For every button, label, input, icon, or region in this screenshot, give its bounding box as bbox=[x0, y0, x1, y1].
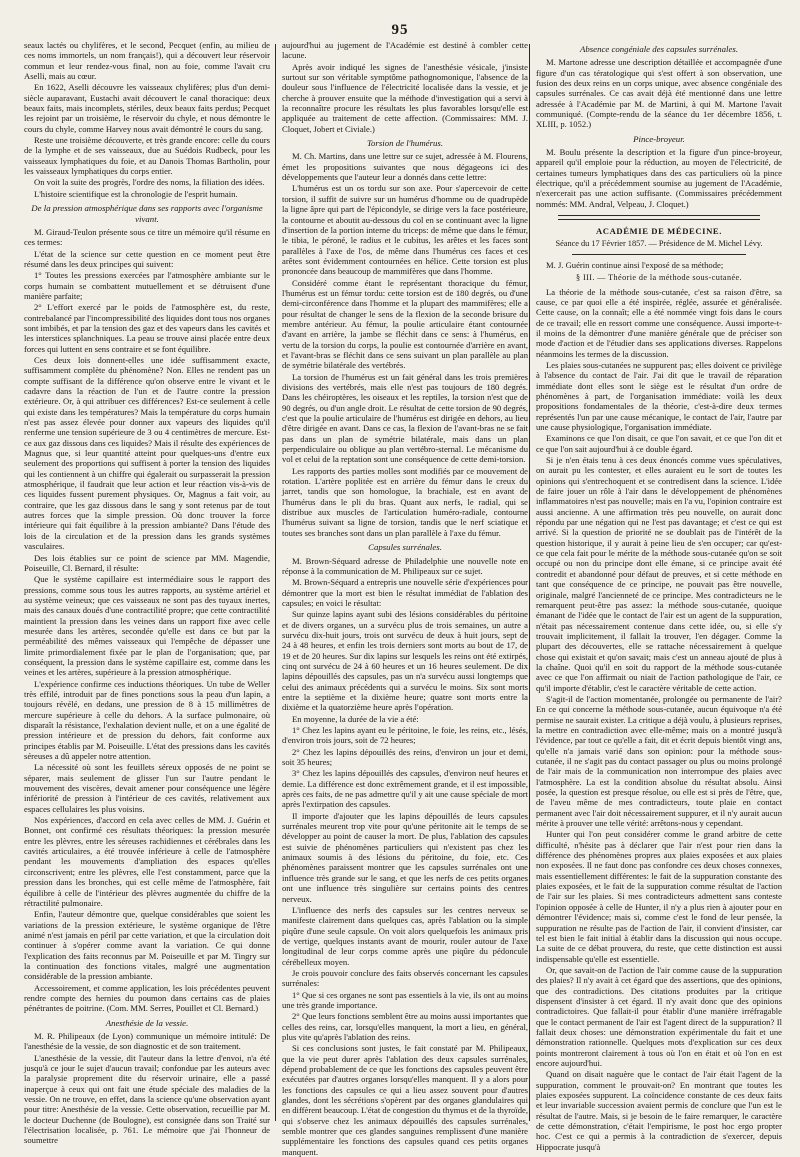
paragraph: L'expérience confirme ces inductions théoriques. Un tube de Weller très effilé, introduit par de fines ponctions sous la peau d'un lapin, a toujours révélé, en dedans, une pression de 8 à 15 millimètres de mercure supérieure à celle du dehors. A la surface pulmonaire, où disparaît la résistance, l'exhalation devient nulle, et on a une égalité de pression intérieure et de pression du dehors, fait conforme aux principes établis par M. Poiseuille. L'état des pressions dans les cavités séreuses a dû appeler notre attention. bbox=[24, 678, 270, 762]
paragraph: 1° Chez les lapins ayant eu le péritoine, le foie, les reins, etc., lésés, d'environ trois jours, soit de 72 heures; bbox=[282, 725, 528, 746]
paragraph: M. Boulu présente la description et la figure d'un pince-broyeur, appareil qu'il emploie pour la réduction, au moyen de l'électricité, de certaines tumeurs lymphatiques dans des cas particuliers où la pince électrique, qu'il a précédemment soumise au jugement de l'Académie, n'exercerait pas une action suffisante. (Commissaires précédemment nommés: MM. Andral, Velpeau, J. Cloquet.) bbox=[536, 147, 782, 209]
paragraph: M. J. Guérin continue ainsi l'exposé de sa méthode; bbox=[546, 259, 724, 270]
rule bbox=[572, 254, 746, 255]
academy-title: ACADÉMIE DE MÉDECINE. bbox=[596, 226, 722, 237]
paragraph: L'état de la science sur cette question en ce moment peut être résumé dans les deux principes qui suivent: bbox=[24, 248, 270, 269]
paragraph: Considéré comme étant le représentant thoracique du fémur, l'humérus est un fémur tordu: cette torsion est de 180 degrés, ou d'une demi-circonférence dans l'homme et la plupart des mammifères; elle a pour résultat de changer le sens de la flexion de la seconde brisure du membre antérieur. Au fémur, la poulie articulaire étant contournée d'avant en arrière, la jambe se fléchit dans ce sens: à l'humérus, en vertu de la torsion du corps, la poulie est contournée d'arrière en avant, et l'avant-bras se fléchit dans ce sens suivant un plan parallèle au plan de symétrie bilatérale des vertébrés. bbox=[282, 277, 528, 371]
paragraph: S'agit-il de l'action momentanée, prolongée ou permanente de l'air? En ce qui concerne la méthode sous-cutanée, aucun équivoque n'a été permise ne saurait exister. La critique a déjà voulu, à plusieurs reprises, la mettre en contradiction avec elle-même; mais on a montré jusqu'à l'évidence, par tout ce qu'elle a fait, dit et écrit depuis bientôt vingt ans, qu'elle n'a jamais varié dans son opinion: pour la méthode sous-cutanée, il ne s'agit pas du contact passager ou plus ou moins prolongé de l'air mais de la communication non interrompue des plaies avec l'atmosphère. La est la condition absolue du résultat absolu. Ainsi posée, la question est presque résolue, ou elle est si près de l'être, que, de l'aveu même de mes contradicteurs, toute plaie en contact permanent avec l'air doit nécessairement suppurer, et il n'y aurait aucun mérite à prouver une telle vérité: arrêtons-nous y cependant. bbox=[536, 693, 782, 829]
paragraph: 1° Que si ces organes ne sont pas essentiels à la vie, ils ont au moins une très grande importance. bbox=[282, 989, 528, 1010]
paragraph: Quand on disait naguère que le contact de l'air était l'agent de la suppuration, comment le prouvait-on? En montrant que toutes les plaies exposées suppurent. La coïncidence constante de ces deux faits et leur invariable succession avaient permis de conclure que l'un est le résultat de l'autre. Mais, si je besoin de le faire remarquer, le caractère de cette démonstration, c'était l'empirisme, le post hoc ergo propter hoc. C'est ce qui a permis à la contradiction de s'exercer, depuis Hippocrate jusqu'à bbox=[536, 1069, 782, 1152]
paragraph: M. Brown-Séquard adresse de Philadelphie une nouvelle note en réponse à la communication de M. Philipeaux sur ce sujet. bbox=[282, 555, 528, 576]
paragraph: Enfin, l'auteur démontre que, quelque considérables que soient les variations de la pression extérieure, le système organique de l'être animé n'est jamais en péril par cette variation, et que la circulation doit continuer à s'opérer comme avant la variation. Ce qui donne l'explication des faits reconnus par M. Poiseuille et par M. Tingry sur la continuation des fonctions vitales, malgré une augmentation considérable de la pression ambiante. bbox=[24, 909, 270, 982]
paragraph: 3° Chez les lapins dépouillés des capsules, d'environ neuf heures et demie. La différence est donc extrêmement grande, et il est impossible, après ces faits, de ne pas admettre qu'il y ait une cause spéciale de mort après l'extirpation des capsules. bbox=[282, 768, 528, 810]
section-heading: Anesthésie de la vessie. bbox=[105, 1017, 189, 1028]
page-number: 95 bbox=[391, 22, 409, 38]
paragraph: Ces deux lois donnent-elles une idée suffisamment exacte, suffisamment complète du phénomène? Non. Elles ne rendent pas un compte suffisant de la différence qu'on observe entre le vivant et le cadavre dans la réaction de l'un et de l'autre contre la pression extérieure. Or, à qui attribuer ces différences? Est-ce seulement à celle qui existe dans les températures? Mais la température du corps humain n'est pas assez élevée pour donner aux vapeurs des liquides qu'il renferme une tension supérieure de 3 ou 4 centimètres de mercure. Est-ce aux gaz dissous dans ces liquides? Mais il résulte des expériences de Magnus que, si leur quantité atteint pour quelques-uns d'entre eux seulement des proportions qui suffisent à porter la tension des liquides qui les contiennent à un chiffre qui égalerait ou surpasserait la pression atmosphérique, il faudrait que leur action et leur réaction vis-à-vis de ces liquides fussent purement physiques. Or, Magnus a fait voir, au contraire, que les gaz dissous dans le sang y sont retenus par de tout autres forces que la simple pression. Où donc trouver la force intérieure qui fait équilibre à la pression ambiante? Dans l'étude des lois de la circulation et de la pression dans les grands systèmes vasculaires. bbox=[24, 354, 270, 552]
paragraph: L'anesthésie de la vessie, dit l'auteur dans la lettre d'envoi, n'a été jusqu'à ce jour le sujet d'aucun travail; confondue par les auteurs avec la paralysie proprement dite du réservoir urinaire, elle a passé inaperçue à ceux qui ont fait une étude spéciale des maladies de la vessie. On ne trouve, en effet, dans la science qu'une observation ayant pour titre: Anesthésie de la vessie. Cette observation, recueillie par M. le docteur Duchenne (de Boulogne), est consignée dans son Traité sur l'électrisation localisée, p. 761. Le mémoire que j'ai l'honneur de soumettre bbox=[24, 1052, 270, 1146]
paragraph: aujourd'hui au jugement de l'Académie est destiné à combler cette lacune. bbox=[282, 40, 528, 61]
paragraph: La torsion de l'humérus est un fait général dans les trois premières divisions des vertébrés, mais elle n'est pas toujours de 180 degrés. Dans les chéiroptères, les oiseaux et les reptiles, la torsion n'est que de 90 degrés, ou d'un angle droit. Le résultat de cette torsion de 90 degrés, c'est que la poulie articulaire de l'humérus est dirigée en dehors, au lieu d'être dirigée en avant. Dans ce cas, la flexion de l'avant-bras ne se fait pas dans un plan de symétrie bilatérale, mais dans un plan perpendiculaire ou oblique au plan vertébro-sternal. Le mécanisme du vol et celui de la reptation sont une conséquence de cette demi-torsion. bbox=[282, 371, 528, 465]
paragraph: M. R. Philipeaux (de Lyon) communique un mémoire intitulé: De l'anesthésie de la vessie, de son diagnostic et de son traitement. bbox=[24, 1030, 270, 1052]
paragraph: On voit la suite des progrès, l'ordre des noms, la filiation des idées. bbox=[34, 177, 265, 188]
paragraph: Que le système capillaire est intermédiaire sous le rapport des pressions, comme sous tous les autres rapports, au système artériel et au système veineux; que ces vaisseaux ne sont pas des tuyaux inertes, mais des canaux doués d'une contractilité propre; que cette contractilité maintient la pression dans les veines dans un rapport fixe avec celle mesurée dans les artères, secondée qu'elle est dans ce but par la perméabilité des mêmes vaisseaux qui l'empêche de dépasser une limite primordialement fixée par le plan de l'organisation; que, par conséquent, la pression dans le système capillaire est, comme dans les veines et les artères, supérieure à la pression atmosphérique. bbox=[24, 574, 270, 678]
paragraph: Il importe d'ajouter que les lapins dépouillés de leurs capsules surrénales meurent trop vite pour qu'une péritonite ait le temps de se développer au point de causer la mort. De plus, l'ablation des capsules est suivie de phénomènes particuliers qui n'existent pas chez les animaux soumis à des lésions du péritoine, du foie, etc. Ces phénomènes paraissent montrer que les capsules surrénales ont une influence très grande sur le sang, et que les nerfs de ces petits organes ont une influence très singulière sur certains points des centres nerveux. bbox=[282, 810, 528, 904]
paragraph: Reste une troisième découverte, et très grande encore: celle du cours de la lymphe et de ses vaisseaux, due au Suédois Rudbeck, pour les vaisseaux lymphatiques du foie, et au Danois Thomas Bartholin, pour les vaisseaux lymphatiques du corps entier. bbox=[24, 135, 270, 177]
paragraph: Si je n'en étais tenu à ces deux énoncés comme vues spéculatives, on aurait pu les contester, et elles auraient eu le sort de toutes les opinions qui s'entrechoquent et se contredisent dans la science. L'idée de faire jouer un rôle à l'air dans le développement de phénomènes inflammatoires n'est pas nouvelle; mais en l'a vu, l'opinion contraire est aussi ancienne. A une affirmation très peu nouvelle, on aurait donc répondu par une négation qui ne l'est pas davantage; et c'est ce qui est arrivé. Si la question de priorité ne se doublait pas de l'intérêt de la question historique, il y aurait à peine lieu de s'en occuper; car qu'est-ce que cela fait pour le mérite de la méthode sous-cutanée qu'on se soit occupé ou non du principe dont elle émane, si ce principe avait été contredit et abandonné pour défaut de preuves, et si cette méthode en tant que conséquence de ce principe, ne pouvait pas être nouvelle, originale, malgré l'ancienneté de ce principe. Mes contradicteurs ne le remarquent peut-être pas assez: la méthode sous-cutanée, quoique émanant de l'idée que le contact de l'air est un agent de la suppuration, n'était pas nécessairement contenue dans cette idée, ou, si elle s'y trouvait implicitement, il fallait la trouver, l'en dégager. Comme la plupart des découvertes, elle se rattache nécessairement à quelque chose qui existait et qu'on savait; mais c'est un anneau ajouté de plus à la chaîne. Quoi qu'il en soit du rapport de la méthode sous-cutanée avec ce que l'on affirmait ou niait de l'action pathologique de l'air, ce qu'il importe d'établir, c'est le caractère véritable de cette action. bbox=[536, 455, 782, 693]
paragraph: Les rapports des parties molles sont modifiés par ce mouvement de rotation. L'artère poplitée est en arrière du fémur dans le creux du jarret, tandis que son homologue, la brachiale, est en avant de l'humérus dans le pli du bras. Quant aux nerfs, le radial, qui se distribue aux muscles de l'articulation huméro-radiale, contourne l'humérus suivant sa ligne de torsion, tandis que le nerf sciatique et toutes ses branches sont dans un plan parallèle à l'axe du fémur. bbox=[282, 465, 528, 538]
paragraph: En moyenne, la durée de la vie a été: bbox=[292, 713, 419, 724]
paragraph: Les plaies sous-cutanées ne suppurent pas; elles doivent ce privilège à l'absence du contact de l'air. J'ai dit que le travail de réparation immédiate dont elles sont le siège est le résultat d'un ordre de phénomènes à part, de l'organisation immédiate: voilà les deux propositions fondamentales de la théorie, c'est-à-dire deux termes représentés l'un par une cause mécanique, le contact de l'air, l'autre par une cause physiologique, l'organisation immédiate. bbox=[536, 359, 782, 432]
paragraph: Examinons ce que l'on disait, ce que l'on savait, et ce que l'on dit et ce que l'on sait aujourd'hui à ce double égard. bbox=[536, 433, 782, 454]
column-right bbox=[536, 40, 782, 1152]
double-rule bbox=[558, 215, 760, 220]
paragraph: Nos expériences, d'accord en cela avec celles de MM. J. Guérin et Bonnet, ont confirmé ces résultats théoriques: la pression mesurée entre les plèvres, entre les séreuses rachidiennes et cérébrales dans les cavités articulaires, a été trouvée inférieure à celle de l'atmosphère pendant les mouvements d'ampliation des espaces qu'elles circonscrivent; entre les plèvres, elle l'est constamment, parce que la pression dans les bronches, qui est celle même de l'atmosphère, fait équilibre à celle de l'intérieur des plèvres augmentée du chiffre de la rétractilité pulmonaire. bbox=[24, 815, 270, 908]
paragraph: M. Giraud-Teulon présente sous ce titre un mémoire qu'il résume en ces termes: bbox=[24, 226, 270, 248]
paragraph: seaux lactés ou chylifères, et le second, Pecquet (enfin, au milieu de ces noms immortels, un nom français!), qui a découvert leur réservoir commun et leur rendez-vous final, non au foie, comme l'avait cru Aselli, mais au cœur. bbox=[24, 40, 270, 82]
section-heading: Absence congéniale des capsules surrénales. bbox=[579, 44, 739, 54]
section-heading: Capsules surrénales. bbox=[368, 542, 442, 553]
section-heading: Pince-broyeur. bbox=[633, 133, 685, 144]
section-heading: De la pression atmosphérique dans ses rapports avec l'organisme vivant. bbox=[31, 203, 263, 224]
session-info: Séance du 17 Février 1857. — Présidence de M. Michel Lévy. bbox=[555, 238, 763, 248]
paragraph: La théorie de la méthode sous-cutanée, c'est sa raison d'être, sa cause, ce par quoi elle a été inspirée, réglée, assurée et généralisée. Cette cause, on la connaît; elle a été nommée vingt fois dans le cours de ce travail; elle en ressort comme une conséquence. Aussi importe-t-il moins de la démontrer d'une manière générale que de préciser son mode d'action et de l'étudier dans ses applications diverses. Rappelons néanmoins les termes de la discussion. bbox=[536, 286, 782, 359]
paragraph: L'humérus est un os tordu sur son axe. Pour s'apercevoir de cette torsion, il suffit de suivre sur un humérus d'homme ou de quadrupède la ligne âpre qui part de l'épicondyle, se dirige vers la face postérieure, la contourne et aboutit au-dessous du col en se continuant avec la ligne d'insertion de la portion interne du triceps: de même que dans le fémur, le tibia, le péroné, le radius et le cubitus, les arêtes et les faces sont parallèles à l'axe de l'os, de même dans l'humérus ces faces et ces arêtes sont évidemment contournées en hélice. Cette torsion est plus prononcée dans beaucoup de mammifères que dans l'homme. bbox=[282, 183, 528, 277]
paragraph: Si ces conclusions sont justes, le fait constaté par M. Philipeaux, que la vie peut durer après l'ablation des deux capsules surrénales, dépend probablement de ce que les fonctions des capsules peuvent être exécutées par d'autres organes lorsqu'elles manquent. Il y a alors pour les fonctions des capsules ce qui a lieu assez souvent pour d'autres glandes, dont les sécrétions s'opèrent par des organes glandulaires qui en diffèrent beaucoup. L'état de congestion du thymus et de la thyroïde, qui s'observe chez les animaux dépouillés des capsules surrénales, semble montrer que ces glandes sanguines remplissent d'une manière supplémentaire les fonctions des capsules quand ces petits organes manquent. bbox=[282, 1043, 528, 1157]
column-left bbox=[24, 40, 270, 1146]
paragraph: 2° L'effort exercé par le poids de l'atmosphère est, du reste, contrebalancé par l'incompressibilité des liquides dont tous nos organes sont imbibés, et par la tension des gaz et des vapeurs dans les cavités et les interstices splanchniques. La peau se trouve ainsi placée entre deux forces qui luttent en sens contraire et se font équilibre. bbox=[24, 302, 270, 354]
column-middle bbox=[282, 40, 528, 1157]
column-divider bbox=[275, 44, 276, 1121]
paragraph: Sur quinze lapins ayant subi des lésions considérables du péritoine et de divers organes, un a survécu plus de trois semaines, un autre a survécu dix-huit jours, trois ont survécu de deux à huit jours, sept de 24 à 48 heures, et enfin les trois derniers sont morts au bout de 17, de 19 et de 20 heures. Sur dix lapins sur lesquels les reins ont été extirpés, cinq ont survécu de 24 à 60 heures et un 16 heures seulement. De dix lapins dépouillés des capsules, pas un n'a survécu aussi longtemps que celui des animaux précédents qui a survécu le moins. Six sont morts entre la septième et la dixième heure; quatre sont morts entre la dixième et la quatorzième heure après l'opération. bbox=[282, 609, 528, 713]
paragraph: M. Ch. Martins, dans une lettre sur ce sujet, adressée à M. Flourens, émet les propositions suivantes que nous dégageons ici des développements que l'auteur leur a donnés dans cette lettre: bbox=[282, 151, 528, 183]
paragraph: L'influence des nerfs des capsules sur les centres nerveux se manifeste clairement dans quelques cas, après l'ablation ou la simple piqûre d'une seule capsule. On voit alors quelquefois les animaux pris de vertige, quelques instants avant de mourir, rouler autour de l'axe longitudinal de leur corps comme après une piqûre du pédoncule cérébelleux moyen. bbox=[282, 904, 528, 967]
paragraph: M. Brown-Séquard a entrepris une nouvelle série d'expériences pour démontrer que la mort est bien le résultat immédiat de l'ablation des capsules; en voici le résultat: bbox=[282, 577, 528, 608]
paragraph: 2° Que leurs fonctions semblent être au moins aussi importantes que celles des reins, car, lorsqu'elles manquent, la mort a lieu, en général, plus vite qu'après l'ablation des reins. bbox=[282, 1011, 528, 1042]
paragraph: L'histoire scientifique est la chronologie de l'esprit humain. bbox=[34, 188, 238, 199]
column-divider bbox=[529, 44, 530, 1121]
paragraph: La nécessité où sont les feuillets séreux opposés de ne point se séparer, mais seulement de glisser l'un sur l'autre pendant le mouvement des viscères, devait amener pour conséquence une légère infériorité de pression à l'intérieur de ces cavités, relativement aux espaces cellulaires les plus voisins. bbox=[24, 762, 270, 814]
paragraph: 1° Toutes les pressions exercées par l'atmosphère ambiante sur le corps humain se combattent mutuellement et se détruisent d'une manière parfaite; bbox=[24, 270, 270, 301]
paragraph: Hunter qui l'on peut considérer comme le grand arbitre de cette difficulté, n'hésite pas à déclarer que l'air n'est pour rien dans la différence des phénomènes propres aux plaies exposées et aux plaies non exposées. Il ne faut donc pas confondre ces deux choses connexes, mais essentiellement différentes: le fait de la suppuration constante des plaies exposées, et le fait de la suppuration comme résultat de l'action de l'air sur les plaies. Si mes contradicteurs admettent sans conteste l'opinion opposée à celle de Hunter, il n'y a plus rien à ajouter pour en démontrer l'évidence; mais si, comme c'est le fond de leur pensée, la suppuration ne résulte pas de l'action de l'air, il convient d'insister, car tel est bien le fait initial à établir dans la discussion qui nous occupe. La suite de ce débat prouvera, du reste, que cette distinction est aussi indispensable qu'elle est essentielle. bbox=[536, 829, 782, 964]
paragraph: Après avoir indiqué les signes de l'anesthésie vésicale, j'insiste surtout sur son véritable symptôme pathognomonique, l'absence de la douleur sous l'influence de l'électricité localisée dans la vessie, et je cherche à prouver ensuite que la méthode d'investigation qui a servi à la reconnaître procure les résultats les plus favorables lorsqu'elle est appliquée au traitement de cette affection. (Commissaires: MM. J. Cloquet, Jobert et Civiale.) bbox=[282, 61, 528, 134]
paragraph: Des lois établies sur ce point de science par MM. Magendie, Poiseuille, Cl. Bernard, il résulte: bbox=[24, 552, 270, 573]
paragraph: Or, que savait-on de l'action de l'air comme cause de la suppuration des plaies? Il n'y avait à cet égard que des assertions, que des opinions, que des contradictions. Des citations produites par la critique dispensent d'insister à cet égard. Il n'y avait donc que des opinions contradictoires. Que fallait-il pour établir d'une manière irréfragable que le contact permanent de l'air est l'agent direct de la suppuration? Il fallait deux choses: une démonstration expérimentale du fait et une démonstration rationnelle. Quelques mots d'explication sur ces deux points montreront clairement à tous où l'on en était et où l'on en est encore aujourd'hui. bbox=[536, 964, 782, 1068]
section-heading: Torsion de l'humérus. bbox=[366, 138, 444, 149]
paragraph: M. Martone adresse une description détaillée et accompagnée d'une figure d'un cas tératologique qui s'est offert à son observation, une fusion des deux reins en un corps unique, avec absence congéniale des capsules surrénales. Ce cas avait déjà été mentionné dans une lettre adressée à l'Académie par M. de Martini, à qui M. Martone l'avait communiqué. (Compte-rendu de la séance du 1er décembre 1856, t. XLIII, p. 1052.) bbox=[536, 57, 782, 130]
paragraph: Je crois pouvoir conclure des faits observés concernant les capsules surrénales: bbox=[282, 967, 528, 989]
paragraph: Accessoirement, et comme application, les lois précédentes peuvent rendre compte des hernies du poumon dans certains cas de plaies pénétrantes de poitrine. (Com. MM. Serres, Pouillet et Cl. Bernard.) bbox=[24, 982, 270, 1014]
paragraph: 2° Chez les lapins dépouillés des reins, d'environ un jour et demi, soit 35 heures; bbox=[282, 746, 528, 768]
subsection-heading: § III. — Théorie de la méthode sous-cutanée. bbox=[576, 273, 742, 283]
paragraph: En 1622, Aselli découvre les vaisseaux chylifères; plus d'un demi-siècle auparavant, Eustachi avait découvert le canal thoracique: deux beaux faits, mais incomplets, stériles, deux beaux faits perdus; Pecquet les rejoint par un troisième, le réservoir du chyle, et nous démontre le cours du chyle, comme Harvey nous avait démontré le cours du sang. bbox=[24, 82, 270, 134]
